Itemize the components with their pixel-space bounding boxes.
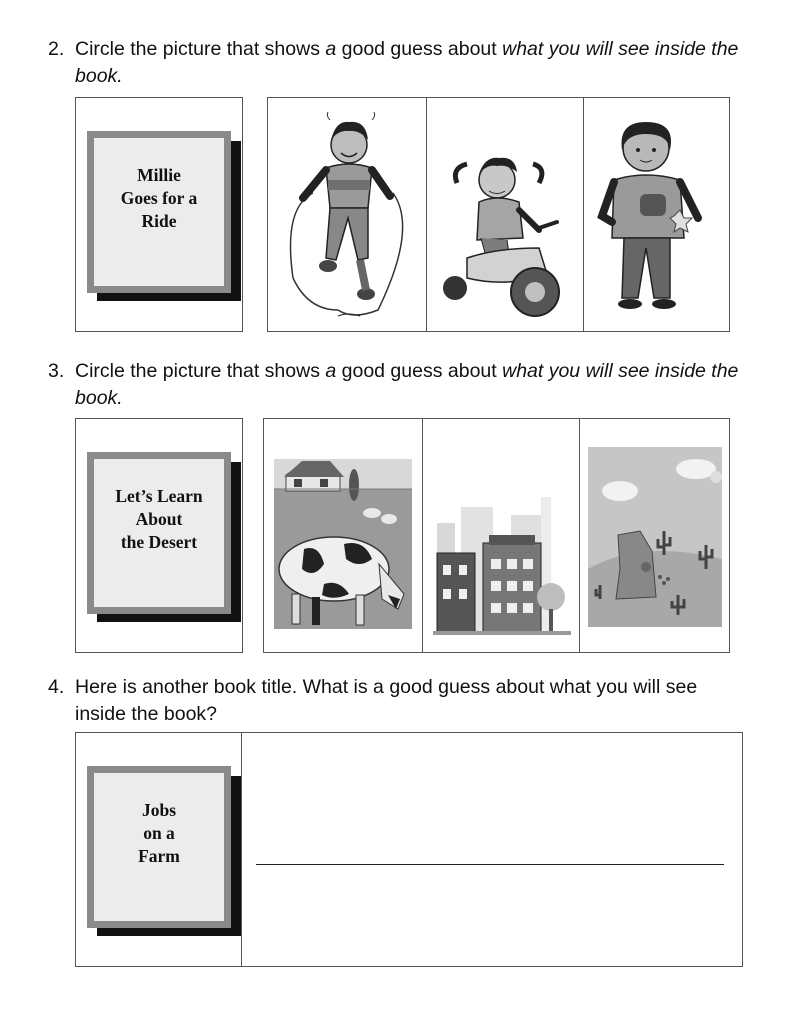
question-text-part: what you will see inside the book. [75, 38, 739, 87]
book-title-line: Let’s Learn [115, 485, 203, 506]
book-title-line: on a [143, 822, 175, 843]
question-text-part: a [325, 38, 337, 60]
picture-choice-farm-with-cow[interactable] [264, 419, 422, 652]
picture-choice-boy-jumping-rope[interactable] [268, 98, 426, 331]
question-number: 4. [48, 676, 65, 698]
picture-choices [267, 97, 730, 332]
question-text [75, 358, 748, 412]
picture-choices [263, 418, 730, 653]
question-text: Here is another book title. What is a good guess about what you will see inside the book? [75, 676, 698, 725]
question-text-part: what you will see inside the book. [75, 360, 739, 409]
question-4 [48, 674, 748, 728]
book-title [132, 799, 186, 868]
picture-choice-desert-with-cactus[interactable] [579, 419, 730, 652]
book-cover-panel [75, 97, 243, 332]
answer-area[interactable] [241, 733, 742, 966]
picture-choice-girl-riding-tricycle[interactable] [426, 98, 584, 331]
book-title-line: Farm [138, 845, 180, 866]
question-number: 2. [48, 38, 65, 60]
question-text-part: good guess about [336, 38, 503, 60]
picture-choice-girl-holding-toy[interactable] [583, 98, 730, 331]
picture-choice-city-buildings[interactable] [422, 419, 580, 652]
question-number: 3. [48, 360, 65, 382]
answer-panel [75, 732, 743, 967]
question-2 [48, 36, 748, 90]
book-title-line: Ride [141, 210, 177, 231]
book-title-line: Goes for a [120, 187, 198, 208]
book-title-line: Jobs [141, 799, 177, 820]
question-text [75, 36, 748, 90]
book-title-line: About [135, 508, 183, 529]
question-text-part: a [325, 360, 337, 382]
book-title [109, 485, 208, 554]
book-title-line: the Desert [120, 531, 198, 552]
question-text-part: good guess about [336, 360, 503, 382]
book-cover-panel [75, 418, 243, 653]
book-title-line: Millie [137, 164, 181, 185]
book-title [115, 164, 203, 233]
question-text-part: Circle the picture that shows [75, 360, 326, 382]
question-3 [48, 358, 748, 412]
question-text-part: Circle the picture that shows [75, 38, 326, 60]
answer-line[interactable] [256, 864, 724, 865]
